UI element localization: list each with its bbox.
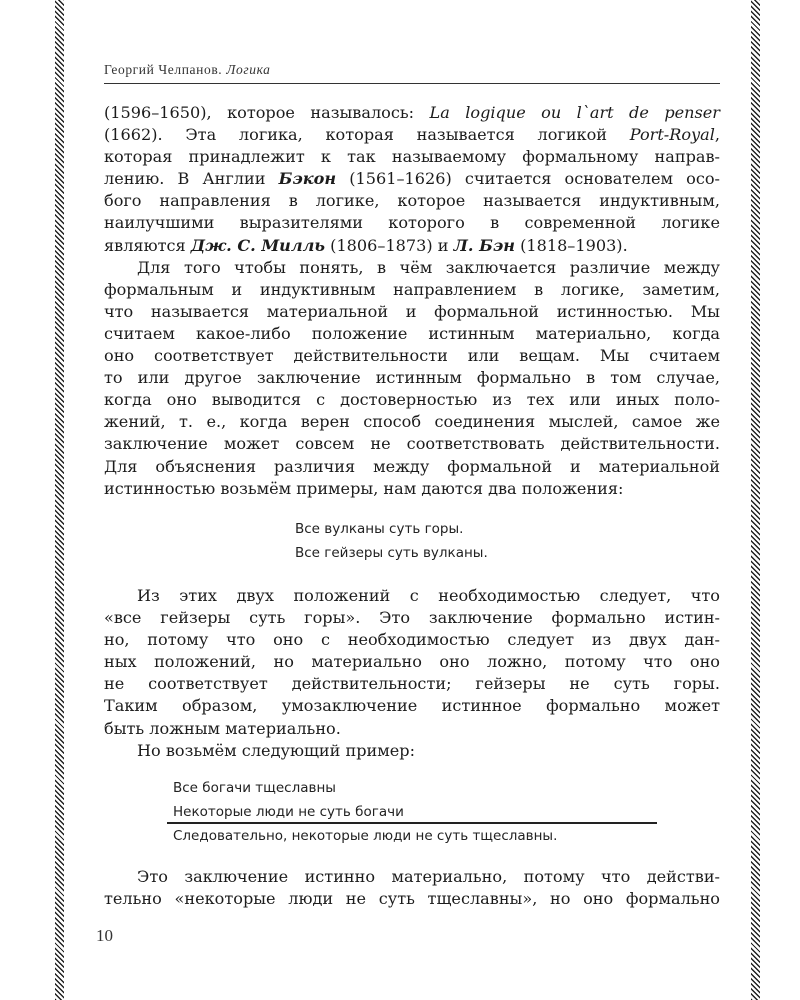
text-line: Для объяснения различия между формальной и материальной: [104, 456, 720, 476]
text-line: заключение может совсем не соответствовать действительности.: [104, 434, 720, 454]
text-line: Для того чтобы понять, в чём заключается различие между: [137, 257, 720, 277]
example2-conclusion: Следовательно, некоторые люди не суть тщеславны.: [173, 828, 558, 844]
running-header: [104, 62, 720, 78]
page-body: [104, 102, 720, 500]
text-line: наилучшими выразителями которого в современной логике: [104, 213, 720, 233]
text-line: оно соответствует действительности или вещам. Мы считаем: [104, 346, 720, 366]
text-line: жений, т. е., когда верен способ соединения мыслей, самое же: [104, 412, 720, 432]
page-edge-right: [751, 0, 760, 1000]
text-line: лению. В Англии Бэкон (1561–1626) считается основателем осо-: [104, 169, 720, 189]
header-author: Георгий Челпанов.: [104, 62, 223, 77]
text-line: не соответствует действительности; гейзеры не суть горы.: [104, 674, 720, 694]
text-line: (1662). Эта логика, которая называется логикой Port-Royal,: [104, 125, 720, 145]
example2-premise2: Некоторые люди не суть богачи: [173, 804, 404, 820]
page-number: 10: [96, 926, 113, 945]
text-line: Это заключение истинно материально, потому что действи-: [137, 867, 720, 886]
text-line: тельно «некоторые люди не суть тщеславны», но оно формально: [104, 889, 720, 909]
header-rule: [104, 83, 720, 84]
text-line: ных положений, но материально оно ложно, потому что оно: [104, 652, 720, 672]
example1-premise2: Все гейзеры суть вулканы.: [295, 545, 488, 561]
text-line: (1596–1650), которое называлось: La logique ou l`art de penser: [104, 103, 721, 122]
text-line: Таким образом, умозаключение истинное формально может: [104, 696, 720, 716]
text-line: когда оно выводится с достоверностью из тех или иных поло-: [104, 390, 720, 410]
text-line: считаем какое-либо положение истинным материально, когда: [104, 323, 720, 343]
example2-premise1: Все богачи тщеславны: [173, 780, 336, 796]
text-line: бого направления в логике, которое называется индуктивным,: [104, 191, 720, 211]
text-line: которая принадлежит к так называемому формальному направ-: [104, 147, 720, 167]
text-line: формальным и индуктивным направлением в логике, заметим,: [104, 279, 720, 299]
text-line: Но возьмём следующий пример:: [137, 740, 416, 760]
text-line: «все гейзеры суть горы». Это заключение формально истин-: [104, 608, 720, 628]
text-line: являются Дж. С. Милль (1806–1873) и Л. Бэн (1818–1903).: [104, 235, 628, 255]
syllogism-conclusion-rule: [167, 822, 657, 824]
page-body-end: [104, 866, 720, 910]
header-title: Логика: [226, 62, 271, 77]
example1-premise1: Все вулканы суть горы.: [295, 521, 464, 537]
page-body-continued: [104, 585, 720, 762]
page-edge-left: [55, 0, 64, 1000]
text-line: истинностью возьмём примеры, нам даются два положения:: [104, 478, 624, 498]
text-line: но, потому что оно с необходимостью следует из двух дан-: [104, 630, 720, 650]
text-line: то или другое заключение истинным формально в том случае,: [104, 368, 720, 388]
text-line: быть ложным материально.: [104, 718, 341, 738]
text-line: что называется материальной и формальной истинностью. Мы: [104, 301, 720, 321]
text-line: Из этих двух положений с необходимостью следует, что: [137, 586, 720, 605]
